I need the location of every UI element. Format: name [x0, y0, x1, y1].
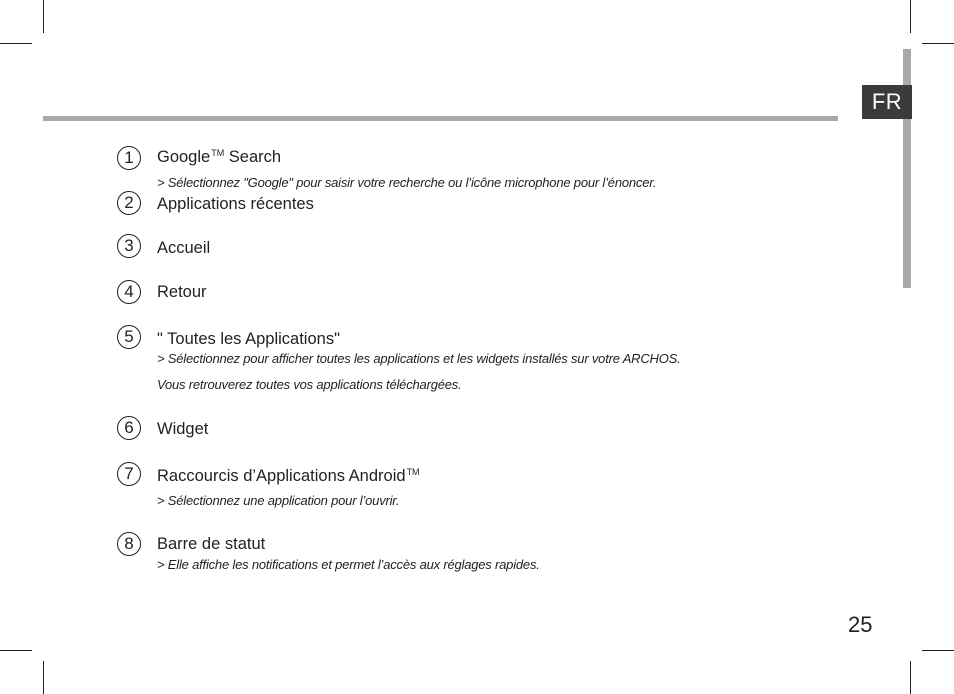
trademark-mark: TM — [211, 148, 225, 158]
item-number: 2 — [117, 191, 141, 215]
item-number: 8 — [117, 532, 141, 556]
crop-mark — [922, 43, 954, 44]
item-number: 3 — [117, 234, 141, 258]
language-tab: FR — [862, 85, 912, 119]
item-number: 4 — [117, 280, 141, 304]
item-title-suffix: Search — [224, 148, 282, 166]
crop-mark — [0, 650, 32, 651]
item-title: Barre de statut — [157, 535, 266, 553]
item-number: 7 — [117, 462, 141, 486]
crop-mark — [922, 650, 954, 651]
item-title: " Toutes les Applications" — [157, 330, 340, 348]
crop-mark — [43, 0, 44, 33]
item-title: Applications récentes — [157, 195, 314, 213]
page-number: 25 — [848, 612, 873, 637]
crop-mark — [43, 661, 44, 694]
item-number: 6 — [117, 416, 141, 440]
crop-mark — [910, 661, 911, 694]
crop-mark — [910, 0, 911, 33]
item-title-text: Google — [157, 148, 211, 166]
crop-mark — [0, 43, 32, 44]
item-title — [157, 466, 420, 488]
item-title: Widget — [157, 420, 209, 438]
item-description: > Sélectionnez une application pour l’ouvrir. — [157, 493, 400, 508]
trademark-mark: TM — [406, 467, 420, 477]
item-number: 5 — [117, 325, 141, 349]
item-number: 1 — [117, 146, 141, 170]
item-description: > Sélectionnez "Google" pour saisir votre recherche ou l’icône microphone pour l’énoncer. — [157, 175, 657, 190]
item-title: Accueil — [157, 239, 211, 257]
item-description: Vous retrouverez toutes vos applications téléchargées. — [157, 377, 462, 392]
header-rule — [43, 116, 838, 121]
item-description: > Sélectionnez pour afficher toutes les applications et les widgets installés sur votre ARCHOS. — [157, 351, 681, 366]
item-title — [157, 147, 281, 169]
item-title: Retour — [157, 283, 207, 301]
item-title-text: Raccourcis d’Applications Android — [157, 467, 406, 485]
item-description: > Elle affiche les notifications et permet l’accès aux réglages rapides. — [157, 557, 540, 572]
